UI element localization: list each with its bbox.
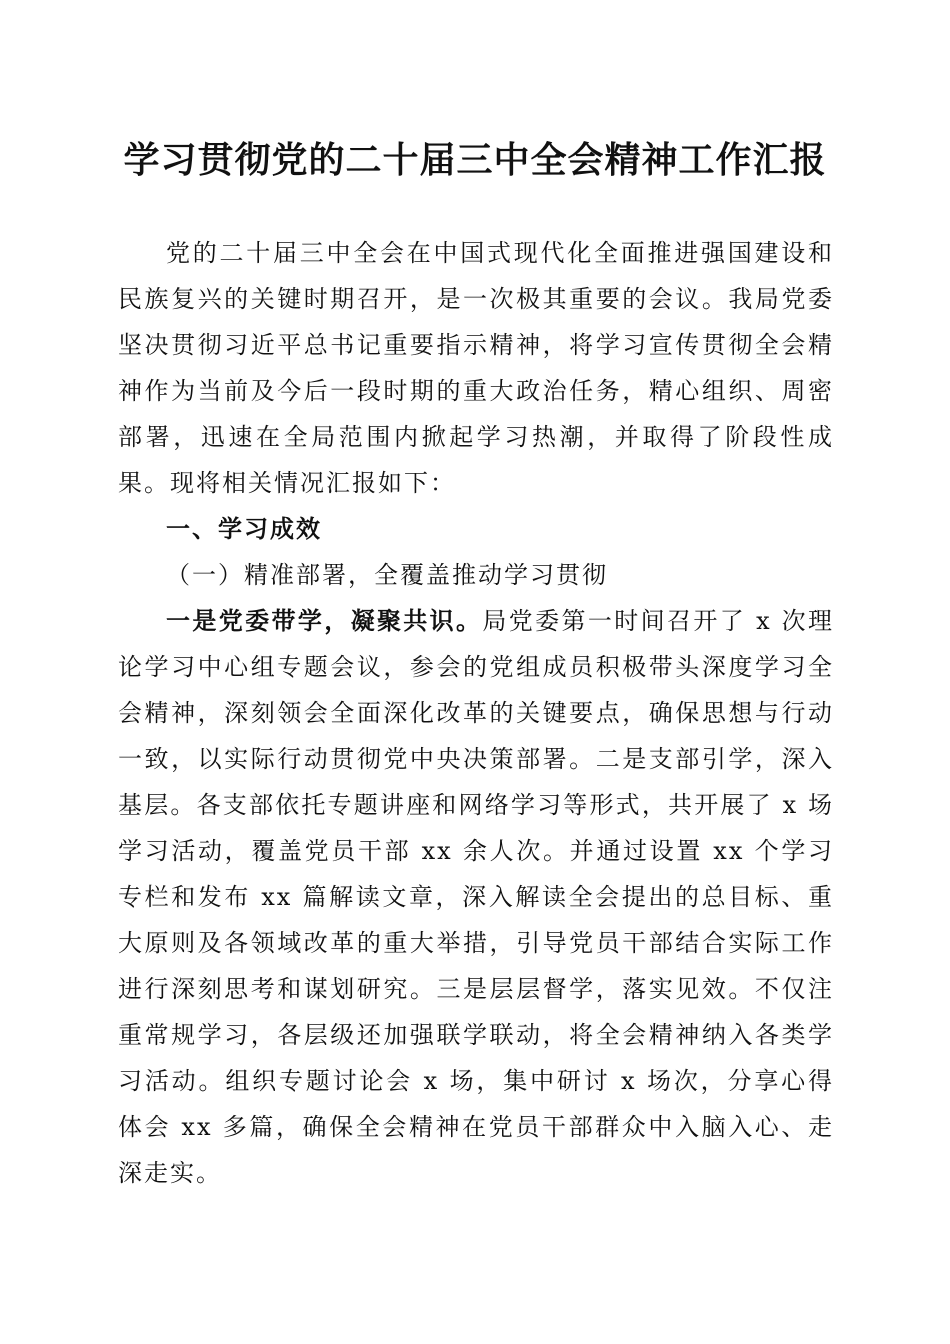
body-paragraph <box>118 598 834 1196</box>
intro-paragraph: 党的二十届三中全会在中国式现代化全面推进强国建设和民族复兴的关键时期召开，是一次极其重要的会议。我局党委坚决贯彻习近平总书记重要指示精神，将学习宣传贯彻全会精神作为当前及今后一段时期的重大政治任务，精心组织、周密部署，迅速在全局范围内掀起学习热潮，并取得了阶段性成果。现将相关情况汇报如下： <box>118 239 834 497</box>
document-body <box>118 230 834 1196</box>
section-heading: 一、学习成效 <box>166 515 322 543</box>
subsection-heading: （一）精准部署，全覆盖推动学习贯彻 <box>166 561 608 589</box>
paragraph-text: 局党委第一时间召开了 x 次理论学习中心组专题会议，参会的党组成员积极带头深度学习全会精神，深刻领会全面深化改革的关键要点，确保思想与行动一致，以实际行动贯彻党中央决策部署。二是支部引学，深入基层。各支部依托专题讲座和网络学习等形式，共开展了 x 场学习活动，覆盖党员干部 xx 余人次。并通过设置 xx 个学习专栏和发布 xx 篇解读文章，深入解读全会提出的总目标、重大原则及各领域改革的重大举措，引导党员干部结合实际工作进行深刻思考和谋划研究。三是层层督学，落实见效。不仅注重常规学习，各层级还加强联学联动，将全会精神纳入各类学习活动。组织专题讨论会 x 场，集中研讨 x 场次，分享心得体会 xx 多篇，确保全会精神在党员干部群众中入脑入心、走深走实。 <box>118 607 834 1187</box>
document-title: 学习贯彻党的二十届三中全会精神工作汇报 <box>123 139 827 181</box>
paragraph-lead: 一是党委带学，凝聚共识。 <box>166 606 483 635</box>
